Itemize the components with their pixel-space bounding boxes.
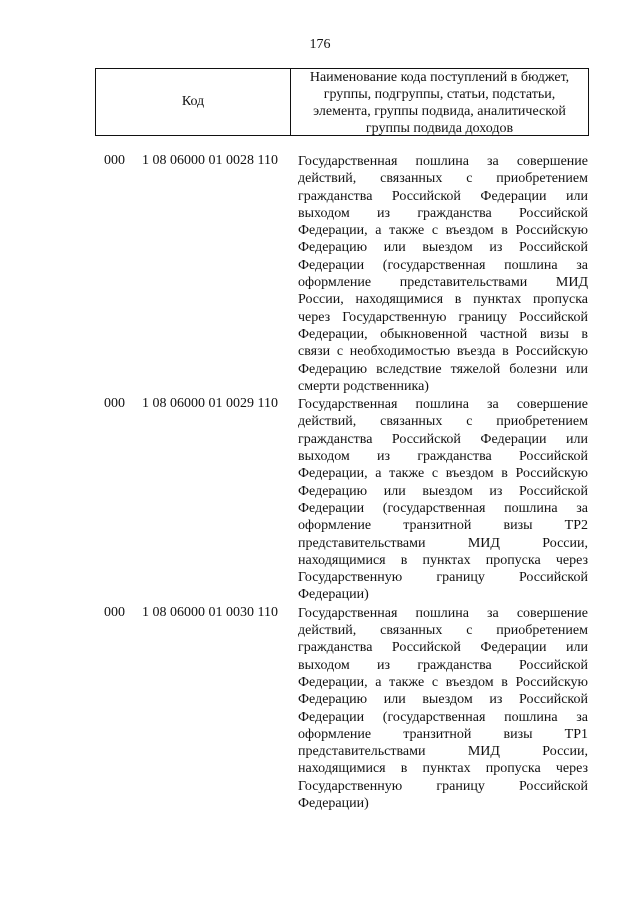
description-line: оформление транзитной визы ТР1 <box>298 726 588 742</box>
admin-code: 000 <box>104 604 125 620</box>
description-line: Федерации) <box>298 795 369 811</box>
description-line: через Государственную границу Российской <box>298 309 588 325</box>
table-row <box>0 395 640 604</box>
description-line: Федерации (государственная пошлина за <box>298 500 588 516</box>
header-code-label: Код <box>181 94 205 109</box>
income-description <box>298 604 588 813</box>
description-line: Федерации, а также с въездом в Российскую <box>298 674 588 690</box>
description-line: Федерацию или выездом из Российской <box>298 483 588 499</box>
description-line: связи с необходимостью въезда в Российскую <box>298 344 588 360</box>
description-line: выходом из гражданства Российской <box>298 449 588 465</box>
description-line: Государственная пошлина за совершение <box>298 154 588 169</box>
description-line: выходом из гражданства Российской <box>298 657 588 673</box>
description-line: Федерации, а также с въездом в Российскую <box>298 466 588 482</box>
header-name-line: группы, подгруппы, статьи, подстатьи, <box>323 87 556 102</box>
description-line: выходом из гражданства Российской <box>298 205 588 221</box>
description-line: Федерации, обыкновенной частной визы в <box>298 326 588 342</box>
description-line: Федерации, а также с въездом в Российскую <box>298 223 588 239</box>
description-line: гражданства Российской Федерации или <box>298 431 588 447</box>
description-line: смерти родственника) <box>298 378 429 394</box>
description-line: представительствами МИД России, <box>298 744 588 760</box>
description-line: представительствами МИД России, <box>298 535 588 551</box>
header-name-cell <box>291 69 588 135</box>
description-line: Федерации) <box>298 587 369 603</box>
table-header <box>95 68 589 136</box>
description-line: находящимися в пунктах пропуска через <box>298 761 588 777</box>
admin-code: 000 <box>104 396 125 412</box>
description-line: Федерацию или выездом из Российской <box>298 692 588 708</box>
header-code-cell <box>96 69 291 135</box>
description-line: Федерации (государственная пошлина за <box>298 709 588 725</box>
income-code: 1 08 06000 01 0030 110 <box>142 604 278 620</box>
header-name-line: Наименование кода поступлений в бюджет, <box>309 70 570 85</box>
description-line: действий, связанных с приобретением <box>298 171 588 187</box>
income-description <box>298 395 588 604</box>
income-description <box>298 152 588 395</box>
description-line: гражданства Российской Федерации или <box>298 640 588 656</box>
description-line: действий, связанных с приобретением <box>298 414 588 430</box>
income-code: 1 08 06000 01 0029 110 <box>142 396 278 412</box>
description-line: оформление представительствами МИД <box>298 275 588 291</box>
description-line: Государственную границу Российской <box>298 570 588 586</box>
admin-code: 000 <box>104 153 125 168</box>
description-line: Федерации (государственная пошлина за <box>298 257 588 273</box>
description-line: находящимися в пунктах пропуска через <box>298 552 588 568</box>
income-code: 1 08 06000 01 0028 110 <box>142 153 278 168</box>
description-line: Федерацию или выездом из Российской <box>298 240 588 256</box>
table-row <box>0 152 640 395</box>
description-line: гражданства Российской Федерации или <box>298 188 588 204</box>
description-line: Государственную границу Российской <box>298 778 588 794</box>
table-row <box>0 604 640 813</box>
table-body <box>0 152 640 812</box>
page-number: 176 <box>309 37 331 52</box>
description-line: действий, связанных с приобретением <box>298 623 588 639</box>
header-name-line: элемента, группы подвида, аналитической <box>313 104 566 119</box>
description-line: Государственная пошлина за совершение <box>298 397 588 413</box>
description-line: Государственная пошлина за совершение <box>298 605 588 621</box>
description-line: России, находящимися в пунктах пропуска <box>298 292 588 308</box>
description-line: Федерацию вследствие тяжелой болезни или <box>298 361 588 377</box>
description-line: оформление транзитной визы ТР2 <box>298 518 588 534</box>
header-name-line: группы подвида доходов <box>365 121 514 136</box>
